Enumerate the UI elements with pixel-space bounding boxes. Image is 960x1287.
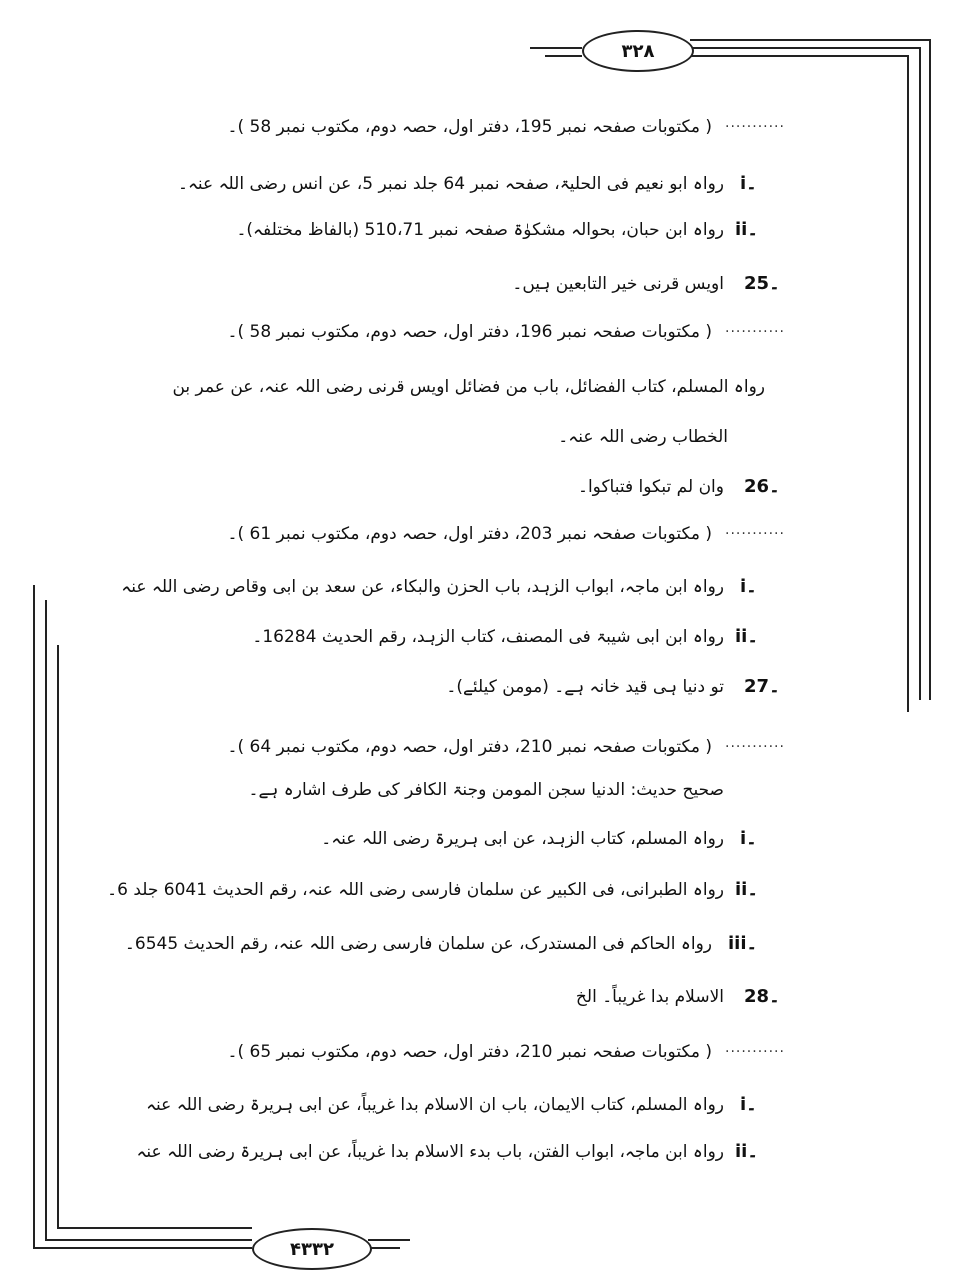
reference-line: ( مکتوبات صفحہ نمبر 196، دفتر اول، حصہ دوم، مکتوب نمبر 58 )۔: [227, 322, 712, 342]
leader-dots: ...........: [725, 735, 785, 751]
item-number: 25۔: [744, 273, 780, 294]
item-number: 27۔: [744, 676, 780, 697]
leader-dots: ...........: [725, 320, 785, 336]
item-number: i۔: [740, 828, 757, 849]
leader-dots: ...........: [725, 522, 785, 538]
item-number: ii۔: [735, 626, 758, 647]
item-number: ii۔: [735, 879, 758, 900]
item-number: 28۔: [744, 986, 780, 1007]
note-line: صحیح حدیث: الدنیا سجن المومن وجنۃ الکافر کی طرف اشارہ ہے۔: [248, 780, 724, 800]
citation-line: رواہ ابن حبان، بحوالہ مشکوٰۃ صفحہ نمبر 510،71 (بالفاظ مختلفہ)۔: [236, 220, 724, 240]
citation-line: رواہ المسلم، کتاب الزہد، عن ابی ہریرۃ رضی اللہ عنہ۔: [321, 829, 724, 849]
reference-line: ( مکتوبات صفحہ نمبر 203، دفتر اول، حصہ دوم، مکتوب نمبر 61 )۔: [227, 524, 712, 544]
item-number: i۔: [740, 1094, 757, 1115]
heading-line: الاسلام بدا غریباً۔ الخ: [575, 987, 724, 1007]
citation-line: رواہ المسلم، کتاب الایمان، باب ان الاسلام بدا غریباً، عن ابی ہریرۃ رضی اللہ عنہ: [146, 1095, 724, 1115]
item-number: 26۔: [744, 476, 780, 497]
leader-dots: ...........: [725, 1040, 785, 1056]
citation-line: رواہ الحاکم فی المستدرک، عن سلمان فارسی رضی اللہ عنہ، رقم الحدیث 6545۔: [124, 934, 712, 954]
heading-line: وان لم تبکوا فتباکوا۔: [577, 477, 724, 497]
heading-line: اویس قرنی خیر التابعین ہیں۔: [512, 274, 724, 294]
citation-line: رواہ ابن ابی شیبۃ فی المصنف، کتاب الزہد، رقم الحدیث 16284۔: [252, 627, 724, 647]
item-number: ii۔: [735, 1141, 758, 1162]
item-number: iii۔: [728, 933, 758, 954]
item-number: ii۔: [735, 219, 758, 240]
citation-line: رواہ المسلم، کتاب الفضائل، باب من فضائل اویس قرنی رضی اللہ عنہ، عن عمر بن: [172, 377, 765, 397]
heading-line: تو دنیا ہی قید خانہ ہے۔ (مومن کیلئے)۔: [446, 677, 724, 697]
reference-line: ( مکتوبات صفحہ نمبر 195، دفتر اول، حصہ دوم، مکتوب نمبر 58 )۔: [227, 117, 712, 137]
top-page-number: ۳۲۸: [582, 30, 694, 72]
leader-dots: ...........: [725, 115, 785, 131]
item-number: i۔: [740, 576, 757, 597]
bottom-page-number: ۴۳۳۲: [252, 1228, 372, 1270]
citation-line: رواہ الطبرانی، فی الکبیر عن سلمان فارسی رضی اللہ عنہ، رقم الحدیث 6041 جلد 6۔: [107, 880, 724, 900]
reference-line: ( مکتوبات صفحہ نمبر 210، دفتر اول، حصہ دوم، مکتوب نمبر 65 )۔: [227, 1042, 712, 1062]
citation-line: رواہ ابو نعیم فی الحلیۃ، صفحہ نمبر 64 جلد نمبر 5، عن انس رضی اللہ عنہ۔: [177, 174, 724, 194]
citation-line: رواہ ابن ماجہ، ابواب الفتن، باب بدء الاسلام بدا غریباً، عن ابی ہریرۃ رضی اللہ عنہ: [136, 1142, 724, 1162]
reference-line: ( مکتوبات صفحہ نمبر 210، دفتر اول، حصہ دوم، مکتوب نمبر 64 )۔: [227, 737, 712, 757]
item-number: i۔: [740, 173, 757, 194]
citation-line: رواہ ابن ماجہ، ابواب الزہد، باب الحزن والبکاء، عن سعد بن ابی وقاص رضی اللہ عنہ: [121, 577, 724, 597]
citation-line-continued: الخطاب رضی اللہ عنہ۔: [558, 427, 728, 447]
